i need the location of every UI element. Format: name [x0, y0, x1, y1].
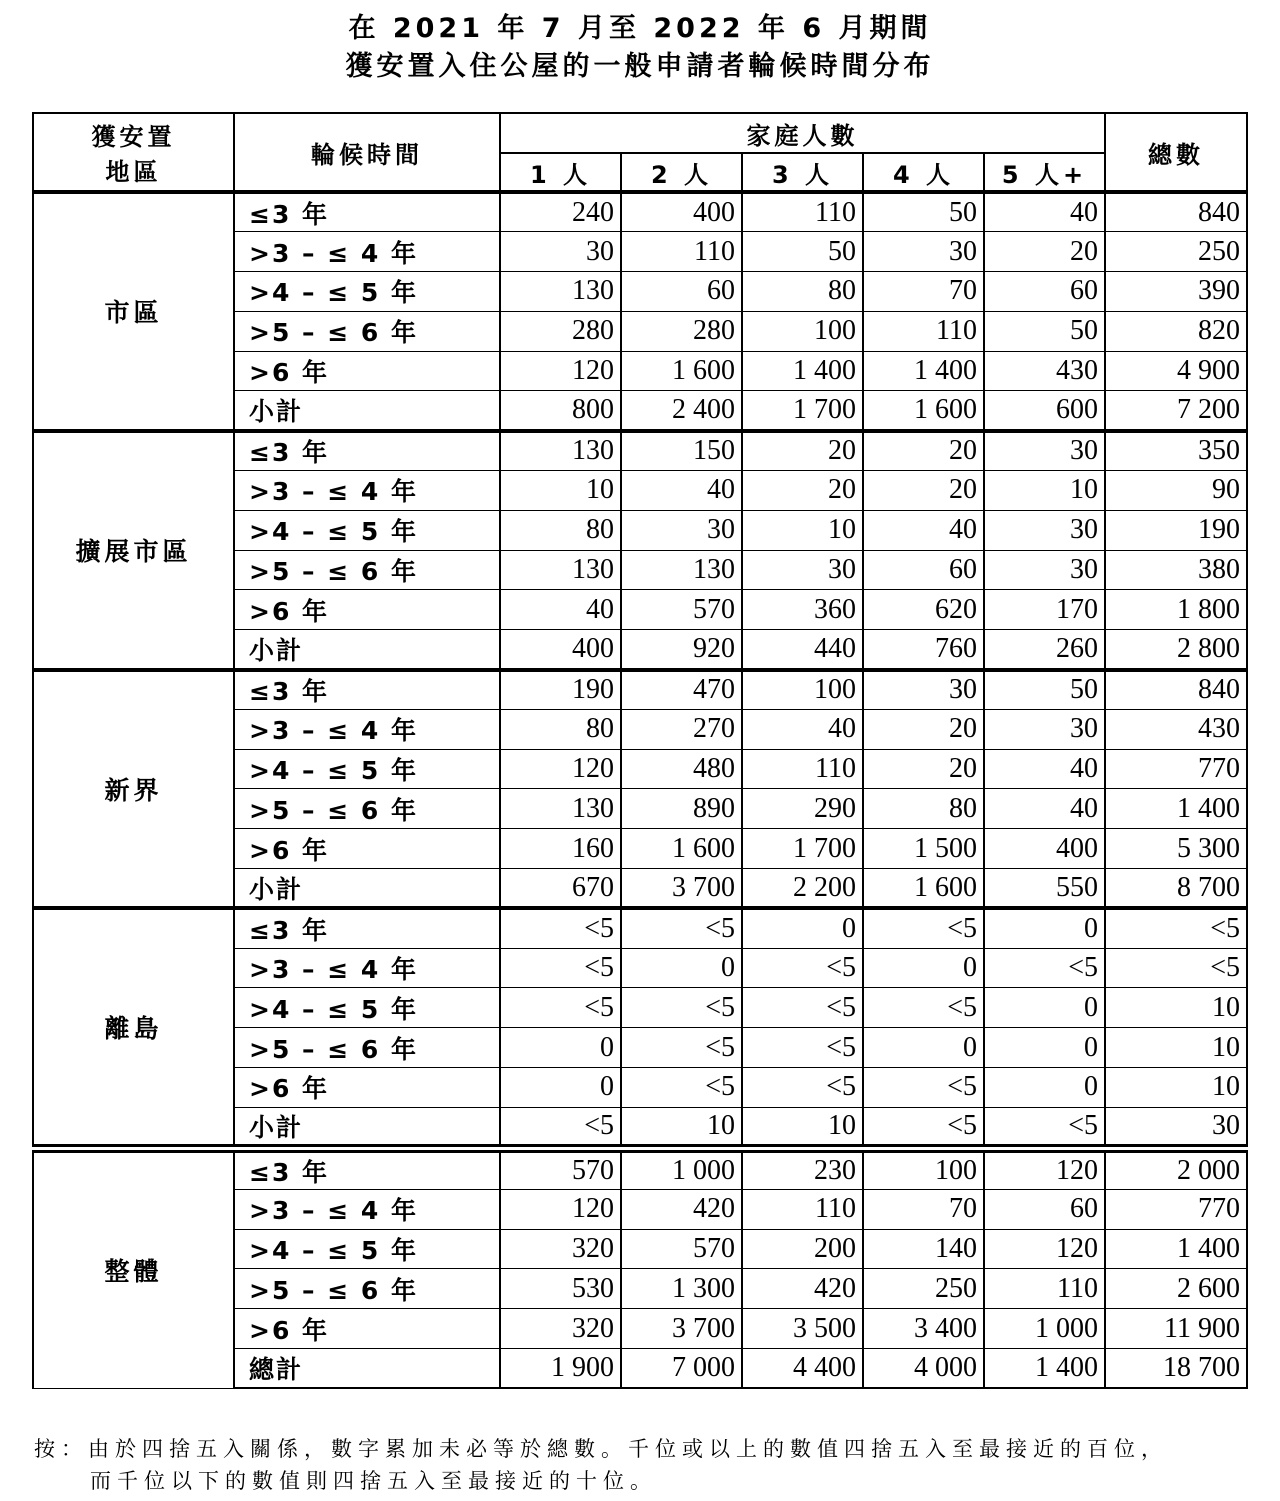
count-cell: <5 — [500, 908, 621, 948]
count-cell: 570 — [621, 590, 742, 630]
count-cell: 120 — [984, 1229, 1105, 1269]
count-cell: 110 — [742, 749, 863, 789]
count-cell: 320 — [500, 1229, 621, 1269]
count-cell: 40 — [984, 789, 1105, 829]
waiting-time-label: >5 – ≤ 6 年 — [234, 1028, 500, 1068]
count-cell: 40 — [742, 709, 863, 749]
waiting-time-label: ≤3 年 — [234, 1148, 500, 1189]
count-cell: 2 400 — [621, 391, 742, 431]
count-cell: 120 — [500, 1189, 621, 1229]
count-cell: 440 — [742, 630, 863, 670]
count-cell: 570 — [500, 1148, 621, 1189]
count-cell: 0 — [984, 1068, 1105, 1108]
total-cell: 770 — [1105, 749, 1247, 789]
count-cell: 40 — [621, 471, 742, 511]
table-row — [33, 670, 1247, 710]
header-size-5plus: 5 人+ — [984, 153, 1105, 192]
footnote-line-2: 而千位以下的數值則四捨五入至最接近的十位。 — [90, 1469, 657, 1493]
count-cell: <5 — [863, 988, 984, 1028]
count-cell: 170 — [984, 590, 1105, 630]
count-cell: 1 700 — [742, 391, 863, 431]
total-cell: 5 300 — [1105, 829, 1247, 869]
waiting-time-label: >6 年 — [234, 1068, 500, 1108]
count-cell: 530 — [500, 1269, 621, 1309]
waiting-time-label: >3 – ≤ 4 年 — [234, 471, 500, 511]
count-cell: 10 — [500, 471, 621, 511]
table-row — [33, 192, 1247, 232]
count-cell: <5 — [863, 1068, 984, 1108]
total-cell: 250 — [1105, 232, 1247, 272]
total-cell: 390 — [1105, 272, 1247, 312]
count-cell: 1 600 — [863, 391, 984, 431]
count-cell: 50 — [863, 192, 984, 232]
total-cell: <5 — [1105, 948, 1247, 988]
total-cell: 350 — [1105, 431, 1247, 471]
count-cell: 20 — [863, 709, 984, 749]
count-cell: 150 — [621, 431, 742, 471]
waiting-time-label: >3 – ≤ 4 年 — [234, 948, 500, 988]
table-row — [33, 1148, 1247, 1189]
region-name: 離島 — [33, 908, 234, 1148]
count-cell: 470 — [621, 670, 742, 710]
total-cell: 2 800 — [1105, 630, 1247, 670]
waiting-time-label: 總計 — [234, 1349, 500, 1389]
count-cell: <5 — [500, 988, 621, 1028]
region-group — [33, 192, 1247, 431]
total-cell: 30 — [1105, 1107, 1247, 1148]
count-cell: 50 — [984, 311, 1105, 351]
count-cell: 2 200 — [742, 869, 863, 909]
total-cell: 10 — [1105, 988, 1247, 1028]
page-title-line-2: 獲安置入住公屋的一般申請者輪候時間分布 — [345, 51, 935, 82]
total-cell: 2 000 — [1105, 1148, 1247, 1189]
count-cell: 280 — [621, 311, 742, 351]
count-cell: 120 — [500, 351, 621, 391]
total-cell: 820 — [1105, 311, 1247, 351]
count-cell: 130 — [500, 789, 621, 829]
count-cell: 1 900 — [500, 1349, 621, 1389]
waiting-time-label: >4 – ≤ 5 年 — [234, 1229, 500, 1269]
count-cell: 30 — [984, 510, 1105, 550]
waiting-time-label: 小計 — [234, 869, 500, 909]
count-cell: 30 — [984, 431, 1105, 471]
count-cell: 30 — [863, 232, 984, 272]
count-cell: 50 — [742, 232, 863, 272]
total-cell: 1 400 — [1105, 789, 1247, 829]
count-cell: <5 — [621, 988, 742, 1028]
count-cell: 80 — [742, 272, 863, 312]
count-cell: 0 — [500, 1028, 621, 1068]
total-cell: 1 400 — [1105, 1229, 1247, 1269]
count-cell: <5 — [500, 948, 621, 988]
count-cell: 10 — [742, 1107, 863, 1148]
count-cell: 1 600 — [621, 829, 742, 869]
waiting-time-label: >6 年 — [234, 829, 500, 869]
total-cell: 7 200 — [1105, 391, 1247, 431]
total-cell: 10 — [1105, 1028, 1247, 1068]
count-cell: 800 — [500, 391, 621, 431]
count-cell: 3 700 — [621, 869, 742, 909]
waiting-time-label: >4 – ≤ 5 年 — [234, 510, 500, 550]
count-cell: 0 — [621, 948, 742, 988]
count-cell: 760 — [863, 630, 984, 670]
count-cell: 80 — [500, 510, 621, 550]
total-cell: 770 — [1105, 1189, 1247, 1229]
header-size-3: 3 人 — [742, 153, 863, 192]
count-cell: 40 — [863, 510, 984, 550]
count-cell: <5 — [742, 948, 863, 988]
count-cell: 1 400 — [863, 351, 984, 391]
count-cell: 130 — [500, 431, 621, 471]
count-cell: 0 — [984, 908, 1105, 948]
count-cell: 130 — [500, 550, 621, 590]
count-cell: 100 — [742, 311, 863, 351]
total-cell: 840 — [1105, 670, 1247, 710]
header-size-2: 2 人 — [621, 153, 742, 192]
count-cell: 30 — [984, 550, 1105, 590]
waiting-time-label: >5 – ≤ 6 年 — [234, 311, 500, 351]
count-cell: 280 — [500, 311, 621, 351]
count-cell: 20 — [742, 471, 863, 511]
count-cell: <5 — [863, 1107, 984, 1148]
table-row — [33, 908, 1247, 948]
region-name: 整體 — [33, 1148, 234, 1388]
footnote-line-1: 按：由於四捨五入關係，數字累加未必等於總數。千位或以上的數值四捨五入至最接近的百位， — [34, 1437, 1168, 1461]
count-cell: 80 — [863, 789, 984, 829]
region-name: 擴展市區 — [33, 431, 234, 670]
count-cell: 110 — [984, 1269, 1105, 1309]
waiting-time-label: >6 年 — [234, 590, 500, 630]
waiting-time-table — [32, 112, 1248, 1389]
count-cell: 420 — [742, 1269, 863, 1309]
waiting-time-label: >3 – ≤ 4 年 — [234, 232, 500, 272]
total-cell: 8 700 — [1105, 869, 1247, 909]
count-cell: 0 — [742, 908, 863, 948]
count-cell: 120 — [500, 749, 621, 789]
count-cell: <5 — [742, 1068, 863, 1108]
waiting-time-label: ≤3 年 — [234, 192, 500, 232]
region-name: 新界 — [33, 670, 234, 909]
count-cell: 10 — [621, 1107, 742, 1148]
count-cell: 50 — [984, 670, 1105, 710]
waiting-time-label: >4 – ≤ 5 年 — [234, 272, 500, 312]
count-cell: 290 — [742, 789, 863, 829]
count-cell: 1 400 — [742, 351, 863, 391]
total-cell: 18 700 — [1105, 1349, 1247, 1389]
waiting-time-label: >4 – ≤ 5 年 — [234, 749, 500, 789]
count-cell: 1 300 — [621, 1269, 742, 1309]
count-cell: 60 — [621, 272, 742, 312]
count-cell: 570 — [621, 1229, 742, 1269]
count-cell: 250 — [863, 1269, 984, 1309]
count-cell: 20 — [863, 471, 984, 511]
count-cell: <5 — [984, 1107, 1105, 1148]
header-region-line-2: 地區 — [105, 158, 162, 186]
waiting-time-label: 小計 — [234, 1107, 500, 1148]
count-cell: 600 — [984, 391, 1105, 431]
header-region-line-1: 獲安置 — [91, 123, 176, 151]
count-cell: 0 — [984, 1028, 1105, 1068]
count-cell: 3 700 — [621, 1309, 742, 1349]
count-cell: 360 — [742, 590, 863, 630]
count-cell: 110 — [742, 192, 863, 232]
count-cell: 30 — [984, 709, 1105, 749]
count-cell: 400 — [984, 829, 1105, 869]
count-cell: 100 — [863, 1148, 984, 1189]
count-cell: 160 — [500, 829, 621, 869]
count-cell: 420 — [621, 1189, 742, 1229]
count-cell: 20 — [742, 431, 863, 471]
count-cell: 480 — [621, 749, 742, 789]
total-cell: 10 — [1105, 1068, 1247, 1108]
count-cell: 110 — [863, 311, 984, 351]
total-cell: 90 — [1105, 471, 1247, 511]
count-cell: 1 600 — [621, 351, 742, 391]
total-cell: 11 900 — [1105, 1309, 1247, 1349]
total-cell: <5 — [1105, 908, 1247, 948]
count-cell: <5 — [863, 908, 984, 948]
total-cell: 380 — [1105, 550, 1247, 590]
count-cell: 670 — [500, 869, 621, 909]
count-cell: 1 000 — [984, 1309, 1105, 1349]
count-cell: <5 — [621, 1068, 742, 1108]
header-size-1: 1 人 — [500, 153, 621, 192]
count-cell: 40 — [500, 590, 621, 630]
waiting-time-label: >3 – ≤ 4 年 — [234, 709, 500, 749]
count-cell: 1 600 — [863, 869, 984, 909]
count-cell: 20 — [984, 232, 1105, 272]
total-cell: 430 — [1105, 709, 1247, 749]
waiting-time-label: >3 – ≤ 4 年 — [234, 1189, 500, 1229]
count-cell: 0 — [863, 948, 984, 988]
count-cell: 240 — [500, 192, 621, 232]
region-group — [33, 670, 1247, 909]
count-cell: 920 — [621, 630, 742, 670]
count-cell: 140 — [863, 1229, 984, 1269]
table-row — [33, 431, 1247, 471]
count-cell: 1 700 — [742, 829, 863, 869]
count-cell: 620 — [863, 590, 984, 630]
count-cell: 3 500 — [742, 1309, 863, 1349]
count-cell: <5 — [621, 1028, 742, 1068]
count-cell: 1 500 — [863, 829, 984, 869]
count-cell: <5 — [621, 908, 742, 948]
count-cell: 60 — [984, 1189, 1105, 1229]
waiting-time-label: >5 – ≤ 6 年 — [234, 1269, 500, 1309]
count-cell: <5 — [500, 1107, 621, 1148]
count-cell: 30 — [621, 510, 742, 550]
count-cell: 3 400 — [863, 1309, 984, 1349]
count-cell: 270 — [621, 709, 742, 749]
count-cell: <5 — [742, 988, 863, 1028]
count-cell: 0 — [500, 1068, 621, 1108]
count-cell: 110 — [742, 1189, 863, 1229]
count-cell: 890 — [621, 789, 742, 829]
footnote — [34, 1433, 1254, 1497]
count-cell: 4 000 — [863, 1349, 984, 1389]
waiting-time-label: >5 – ≤ 6 年 — [234, 550, 500, 590]
count-cell: 80 — [500, 709, 621, 749]
count-cell: 4 400 — [742, 1349, 863, 1389]
count-cell: 100 — [742, 670, 863, 710]
waiting-time-label: >6 年 — [234, 1309, 500, 1349]
table-header — [33, 113, 1247, 192]
waiting-time-label: >6 年 — [234, 351, 500, 391]
region-group — [33, 1148, 1247, 1388]
count-cell: 30 — [742, 550, 863, 590]
waiting-time-label: ≤3 年 — [234, 908, 500, 948]
count-cell: 1 000 — [621, 1148, 742, 1189]
count-cell: 260 — [984, 630, 1105, 670]
count-cell: 430 — [984, 351, 1105, 391]
count-cell: 230 — [742, 1148, 863, 1189]
header-household-size: 家庭人數 — [500, 113, 1105, 153]
waiting-time-label: ≤3 年 — [234, 670, 500, 710]
count-cell: 20 — [863, 749, 984, 789]
region-group — [33, 431, 1247, 670]
count-cell: 20 — [863, 431, 984, 471]
count-cell: 200 — [742, 1229, 863, 1269]
count-cell: 130 — [500, 272, 621, 312]
total-cell: 190 — [1105, 510, 1247, 550]
count-cell: 70 — [863, 1189, 984, 1229]
total-cell: 4 900 — [1105, 351, 1247, 391]
count-cell: <5 — [984, 948, 1105, 988]
count-cell: 120 — [984, 1148, 1105, 1189]
count-cell: 130 — [621, 550, 742, 590]
waiting-time-label: 小計 — [234, 630, 500, 670]
waiting-time-label: >5 – ≤ 6 年 — [234, 789, 500, 829]
waiting-time-label: ≤3 年 — [234, 431, 500, 471]
waiting-time-label: >4 – ≤ 5 年 — [234, 988, 500, 1028]
total-cell: 1 800 — [1105, 590, 1247, 630]
count-cell: 550 — [984, 869, 1105, 909]
count-cell: 7 000 — [621, 1349, 742, 1389]
region-name: 市區 — [33, 192, 234, 431]
count-cell: 320 — [500, 1309, 621, 1349]
count-cell: 30 — [863, 670, 984, 710]
count-cell: 10 — [984, 471, 1105, 511]
waiting-time-label: 小計 — [234, 391, 500, 431]
count-cell: 60 — [984, 272, 1105, 312]
count-cell: <5 — [742, 1028, 863, 1068]
count-cell: 40 — [984, 192, 1105, 232]
header-total: 總數 — [1105, 113, 1247, 192]
count-cell: 400 — [500, 630, 621, 670]
count-cell: 190 — [500, 670, 621, 710]
count-cell: 70 — [863, 272, 984, 312]
count-cell: 30 — [500, 232, 621, 272]
region-group — [33, 908, 1247, 1148]
header-size-4: 4 人 — [863, 153, 984, 192]
count-cell: 10 — [742, 510, 863, 550]
count-cell: 0 — [984, 988, 1105, 1028]
total-cell: 840 — [1105, 192, 1247, 232]
count-cell: 0 — [863, 1028, 984, 1068]
count-cell: 110 — [621, 232, 742, 272]
header-waiting-time: 輪候時間 — [234, 113, 500, 192]
total-cell: 2 600 — [1105, 1269, 1247, 1309]
page-title-line-1: 在 2021 年 7 月至 2022 年 6 月期間 — [348, 13, 932, 44]
count-cell: 60 — [863, 550, 984, 590]
header-region — [33, 113, 234, 192]
count-cell: 1 400 — [984, 1349, 1105, 1389]
count-cell: 400 — [621, 192, 742, 232]
count-cell: 40 — [984, 749, 1105, 789]
